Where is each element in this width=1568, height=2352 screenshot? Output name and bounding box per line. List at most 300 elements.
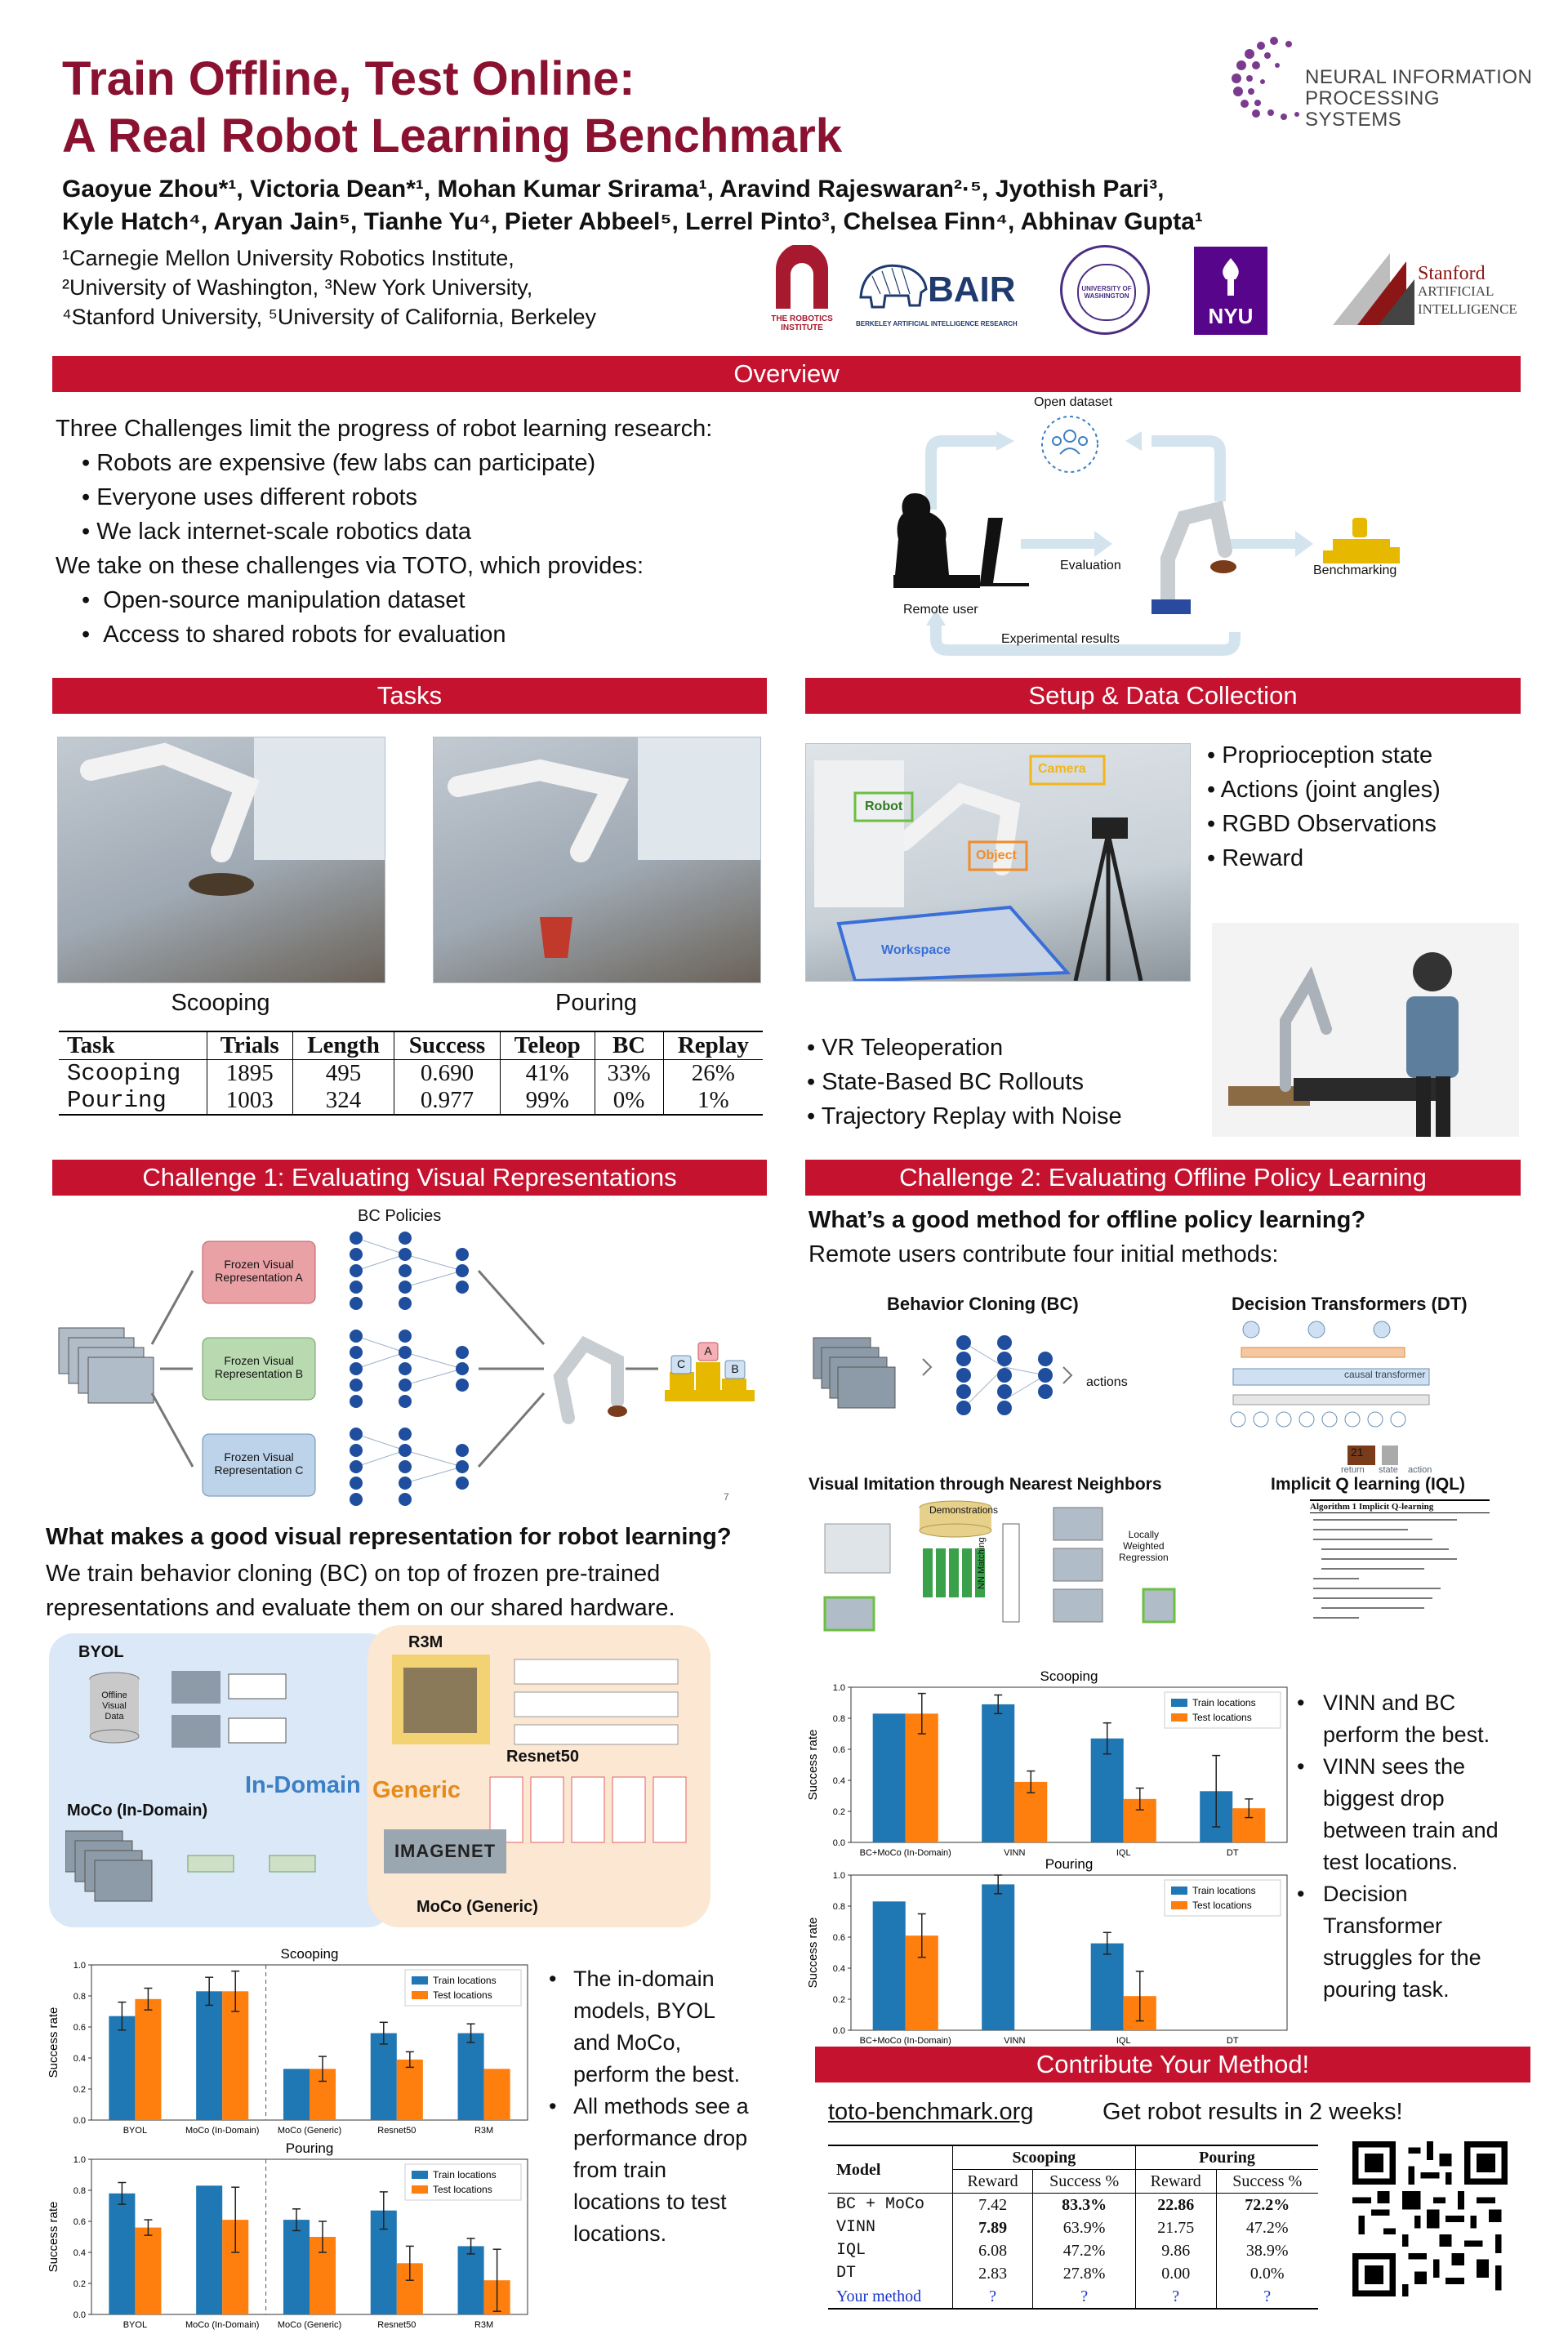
rank-b: B [731,1362,739,1375]
y-tick-label: 0.0 [832,2026,845,2036]
th-reward: Reward [952,2170,1033,2194]
feature-item: • Reward [1207,845,1304,871]
iql-algorithm-lines [1310,1513,1490,1628]
r3m-graphic [392,1655,702,1753]
author-list [62,173,1336,238]
th-teleop: Teleop [500,1031,595,1060]
stanford-line-1: Stanford [1418,263,1486,284]
legend-swatch [412,2171,428,2179]
collection-item: • VR Teleoperation [807,1035,1004,1061]
challenge-item: • Robots are expensive (few labs can participate) [82,450,596,476]
cell: 22.86 [1135,2194,1216,2217]
x-tick-label: VINN [1004,1848,1026,1858]
overview-intro: Three Challenges limit the progress of robot learning research: [56,416,713,442]
tasks-table [59,1031,763,1116]
cell: 72.2% [1245,2196,1290,2214]
bar-train [873,1713,906,1842]
challenge1-banner: Challenge 1: Evaluating Visual Representations [52,1160,767,1196]
neurips-line-1: NEURAL INFORMATION [1305,66,1533,88]
y-axis-label: Success rate [806,1917,820,1989]
th-bc: BC [595,1031,663,1060]
vinn-nn-label: NN Matching [977,1537,987,1589]
th-reward: Reward [1135,2170,1216,2194]
challenge1-bullets [549,1963,769,2250]
setup-features-list [1207,738,1526,875]
legend-label: Train locations [1192,1697,1256,1708]
legend-label: Train locations [433,1975,497,1986]
y-axis-label: Success rate [47,2201,60,2273]
x-tick-label: DT [1226,1848,1239,1858]
challenge2-banner: Challenge 2: Evaluating Offline Policy Learning [805,1160,1521,1196]
bar-train [982,1704,1014,1842]
chart-title: Pouring [1045,1856,1094,1872]
stanford-text [1418,265,1517,318]
desc-line-2: representations and evaluate them on our shared hardware. [46,1595,675,1621]
dt-action-label: action [1408,1465,1432,1475]
rank-a: A [704,1344,712,1357]
torch-icon [1206,256,1255,297]
bar-train [283,2220,310,2314]
cell: Your method [828,2285,952,2309]
cell: 38.9% [1245,2242,1289,2260]
challenge1-description [46,1557,781,1625]
cell: 0.977 [394,1087,501,1115]
th-success: Success % [1232,2172,1303,2190]
x-tick-label: IQL [1116,1848,1131,1858]
cell: DT [828,2262,952,2285]
contribute-banner: Contribute Your Method! [815,2047,1530,2082]
dt-causal-label: causal transformer [1344,1369,1426,1380]
dt-num-label: 21 [1351,1446,1364,1459]
chart-title: Pouring [285,2140,334,2156]
table-row [828,2239,1318,2262]
tasks-table-header [59,1031,763,1060]
legend-label: Test locations [1192,1900,1252,1911]
x-tick-label: MoCo (In-Domain) [185,2126,260,2136]
y-axis-label: Success rate [806,1729,820,1801]
bar-train [196,2185,222,2314]
cell: ? [952,2285,1033,2309]
pouring-photo [433,737,761,983]
iql-algorithm-box [1310,1499,1490,1640]
cell: ? [1033,2285,1136,2309]
bar-test [135,2228,161,2314]
rep-c-box [203,1450,315,1477]
results-table [828,2145,1318,2310]
cell: 99% [500,1087,595,1115]
bear-icon [856,248,929,322]
bair-text: BAIR [928,270,1016,310]
tasks-banner: Tasks [52,678,767,714]
c2-bullet-3: • Decision Transformer struggles for the pouring task. [1297,1882,1481,2002]
diagram-open-dataset: Open dataset [1034,395,1113,409]
vr-teleop-graphic [1212,923,1519,1137]
imagenet-image [384,1829,506,1873]
collection-list [807,1031,1199,1134]
generic-label: Generic [372,1777,461,1803]
th-success: Success % [1033,2170,1136,2194]
y-tick-label: 0.0 [73,2116,86,2126]
affil-line-1: ¹Carnegie Mellon University Robotics Institute, [62,246,514,270]
overview-diagram-graphics [858,395,1527,665]
bar-train [873,1901,906,2030]
bar-test [135,1999,161,2120]
x-tick-label: VINN [1004,2036,1026,2046]
scooping-photo [57,737,385,983]
x-tick-label: MoCo (In-Domain) [185,2320,260,2330]
rep-c-line-1: Frozen Visual [224,1450,294,1463]
y-tick-label: 0.4 [832,1776,845,1786]
cell: 1895 [207,1060,292,1088]
authors-line-2: Kyle Hatch⁴, Aryan Jain⁵, Tianhe Yu⁴, Pieter Abbeel⁵, Lerrel Pinto³, Chelsea Finn⁴, Abhinav Gupta¹ [62,208,1203,235]
y-tick-label: 0.8 [73,2186,86,2196]
table-row [828,2194,1318,2217]
legend-label: Test locations [433,1989,492,2001]
c1-bullet-2: • All methods see a performance drop from train locations to test locations. [549,2094,749,2246]
bar-train [109,2194,135,2314]
challenge2-subquestion: Remote users contribute four initial methods: [808,1241,1279,1267]
vr-teleop-photo [1212,923,1519,1137]
chart-c1-pouring [46,2138,536,2342]
chart-svg [46,1944,536,2148]
vinn-method-graphic [817,1499,1176,1642]
cell: ? [1135,2285,1216,2309]
iql-algorithm-title: Algorithm 1 Implicit Q-learning [1310,1501,1490,1513]
pouring-caption: Pouring [555,990,637,1016]
cell: IQL [828,2239,952,2262]
rep-c-line-2: Representation C [214,1463,304,1477]
bair-logo [856,245,1019,335]
diagram-evaluation: Evaluation [1060,559,1121,572]
table-row [59,1087,763,1115]
diagram-benchmarking: Benchmarking [1313,564,1397,577]
legend-swatch [1171,1886,1187,1895]
y-tick-label: 0.6 [73,2023,86,2033]
method-vinn-title: Visual Imitation through Nearest Neighbors [808,1475,1162,1494]
cell: 2.83 [952,2262,1033,2285]
y-tick-label: 0.2 [73,2085,86,2095]
diagram-experimental-results: Experimental results [1001,632,1120,646]
chart-title: Scooping [1040,1668,1098,1684]
rep-b-line-1: Frozen Visual [224,1354,294,1367]
rep-a-line-2: Representation A [215,1271,303,1284]
x-tick-label: R3M [474,2126,494,2136]
table-row [828,2216,1318,2239]
legend-swatch [1171,1713,1187,1722]
authors-line-1: Gaoyue Zhou*¹, Victoria Dean*¹, Mohan Kumar Srirama¹, Aravind Rajeswaran²·⁵, Jyothish Pari³, [62,176,1165,203]
robotics-institute-logo [768,245,836,335]
legend-swatch [1171,1699,1187,1707]
resnet-graphic [482,1769,710,1859]
vinn-demos-label: Demonstrations [929,1504,999,1516]
title-line-2: A Real Robot Learning Benchmark [62,109,843,163]
bar-train [458,2246,484,2314]
qr-code[interactable] [1352,2141,1508,2296]
chart-c1-scooping [46,1944,536,2148]
cell: 1003 [207,1087,292,1115]
bc-policies-label: BC Policies [358,1207,442,1225]
in-domain-panel [49,1633,392,1927]
c2-bullet-1: • VINN and BC perform the best. [1297,1690,1490,1747]
contribute-tagline: Get robot results in 2 weeks! [1102,2099,1403,2125]
y-tick-label: 0.8 [73,1992,86,2002]
y-tick-label: 1.0 [832,1871,845,1881]
x-tick-label: DT [1226,2036,1239,2046]
label-robot: Robot [865,800,903,813]
cell: Scooping [59,1060,207,1088]
rep-a-line-1: Frozen Visual [224,1258,294,1271]
cell: BC + MoCo [828,2194,952,2217]
bar-test [484,2069,510,2120]
th-pouring: Pouring [1135,2145,1318,2170]
y-tick-label: 0.0 [73,2310,86,2320]
collection-item: • Trajectory Replay with Noise [807,1103,1122,1129]
cell: 495 [292,1060,394,1088]
bar-train [1091,1944,1124,2030]
uw-seal-logo [1060,245,1150,335]
moco-generic-label: MoCo (Generic) [416,1898,538,1916]
in-domain-label: In-Domain [245,1772,361,1798]
x-tick-label: R3M [474,2320,494,2330]
dt-method-graphic [1200,1316,1521,1467]
cell: 6.08 [952,2239,1033,2262]
bar-train [371,2034,397,2120]
challenge-list [56,446,823,549]
bair-subtext: BERKELEY ARTIFICIAL INTELLIGENCE RESEARCH [856,320,1018,327]
rank-c: C [676,1357,686,1370]
bar-train [283,2069,310,2120]
legend-label: Train locations [433,2169,497,2180]
legend-label: Test locations [433,2184,492,2195]
challenge2-question: What’s a good method for offline policy learning? [808,1207,1366,1233]
y-tick-label: 0.2 [73,2279,86,2289]
bar-test [397,2060,423,2120]
x-tick-label: Resnet50 [377,2126,416,2136]
scooping-robot-graphic [58,737,385,982]
method-bc-title: Behavior Cloning (BC) [887,1294,1079,1314]
y-tick-label: 0.8 [832,1902,845,1912]
stanford-line-3: INTELLIGENCE [1418,301,1517,317]
y-axis-label: Success rate [47,2007,60,2078]
challenge2-bullets [1297,1687,1526,2006]
th-replay: Replay [677,1032,749,1058]
cell: 1% [697,1087,729,1113]
bc-policy-graphic [54,1205,768,1516]
legend-label: Test locations [1192,1712,1252,1723]
r3m-label: R3M [408,1633,443,1651]
cell: Pouring [59,1087,207,1115]
cell: 47.2% [1033,2239,1136,2262]
legend-swatch [412,1976,428,1984]
byol-data-label: Offline Visual Data [101,1690,127,1722]
diagram-remote-user: Remote user [903,603,978,617]
x-tick-label: BC+MoCo (In-Domain) [859,2036,951,2046]
cell: 26% [691,1060,735,1086]
neurips-line-2: PROCESSING SYSTEMS [1305,87,1441,131]
x-tick-label: Resnet50 [377,2320,416,2330]
cell: 27.8% [1033,2262,1136,2285]
x-tick-label: MoCo (Generic) [277,2126,342,2136]
x-tick-label: MoCo (Generic) [277,2320,342,2330]
cell: 33% [595,1060,663,1088]
affiliations [62,243,596,332]
title-line-1: Train Offline, Test Online: [62,52,635,105]
y-tick-label: 0.4 [73,2054,86,2064]
provides-list [56,583,823,652]
overview-banner: Overview [52,356,1521,392]
rep-b-box [203,1354,315,1380]
y-tick-label: 1.0 [73,1961,86,1971]
challenge-item: • Everyone uses different robots [82,484,418,510]
x-tick-label: BYOL [122,2126,148,2136]
th-model: Model [828,2145,952,2194]
chart-c2-pouring [805,1854,1295,2058]
label-object: Object [976,849,1017,862]
dt-return-label: return [1341,1465,1365,1475]
bc-actions-label: actions [1086,1375,1128,1389]
cell: 63.9% [1033,2216,1136,2239]
challenge-item: • We lack internet-scale robotics data [82,519,472,545]
cell: ? [1263,2287,1272,2305]
stanford-ai-shape-icon [1333,253,1414,327]
uw-text: UNIVERSITY OF WASHINGTON [1081,285,1132,300]
y-tick-label: 0.6 [832,1933,845,1943]
th-scooping: Scooping [952,2145,1135,2170]
th-length: Length [292,1031,394,1060]
label-camera: Camera [1038,762,1086,776]
stanford-ai-logo [1333,247,1537,335]
cell: 83.3% [1033,2194,1136,2217]
x-tick-label: BC+MoCo (In-Domain) [859,1848,951,1858]
ri-text: THE ROBOTICS INSTITUTE [771,314,833,332]
cell: 9.86 [1135,2239,1216,2262]
y-tick-label: 0.4 [73,2248,86,2258]
table-row-your-method [828,2285,1318,2309]
affil-line-3: ⁴Stanford University, ⁵University of California, Berkeley [62,305,597,329]
table-row [828,2262,1318,2285]
cell: 324 [292,1087,394,1115]
stanford-line-2: ARTIFICIAL [1418,283,1494,299]
cell: 0.690 [394,1060,501,1088]
benchmark-link[interactable]: toto-benchmark.org [828,2099,1034,2125]
x-tick-label: IQL [1116,2036,1131,2046]
cell: 21.75 [1135,2216,1216,2239]
bar-train [982,1884,1014,2030]
y-tick-label: 0.4 [832,1964,845,1974]
neurips-text [1305,67,1535,131]
th-success: Success [394,1031,501,1060]
overview-text [56,412,823,652]
dt-state-label: state [1379,1465,1398,1475]
moco-in-domain-label: MoCo (In-Domain) [67,1802,208,1820]
provides-item: • Access to shared robots for evaluation [82,621,506,648]
chart-svg [805,1854,1295,2058]
cell: 0.00 [1135,2262,1216,2285]
legend-label: Train locations [1192,1885,1256,1896]
poster-title [62,51,842,165]
cell: 0% [595,1087,663,1115]
pouring-robot-graphic [434,737,760,982]
bar-train [458,2034,484,2120]
method-dt-title: Decision Transformers (DT) [1232,1294,1468,1314]
method-iql-title: Implicit Q learning (IQL) [1271,1475,1466,1494]
table-row [59,1060,763,1088]
x-tick-label: BYOL [122,2320,148,2330]
collection-item: • State-Based BC Rollouts [807,1069,1084,1095]
feature-item: • Proprioception state [1207,742,1433,768]
byol-label: BYOL [78,1643,124,1661]
challenge1-question: What makes a good visual representation for robot learning? [46,1524,732,1550]
chart-title: Scooping [280,1946,339,1962]
rep-b-line-2: Representation B [214,1367,304,1380]
setup-photo [805,743,1191,982]
cell: 7.42 [952,2194,1033,2217]
scooping-caption: Scooping [171,990,270,1016]
provides-item: • Open-source manipulation dataset [82,587,466,613]
y-tick-label: 0.6 [73,2217,86,2227]
cell: 7.89 [952,2216,1033,2239]
bc-policy-diagram [54,1205,768,1516]
cell: VINN [828,2216,952,2239]
chart-c2-scooping [805,1666,1295,1870]
y-tick-label: 0.2 [832,1807,845,1817]
qr-code-icon [1352,2141,1508,2296]
nyu-logo [1194,247,1267,335]
ri-arch-icon [768,245,836,310]
affil-line-2: ²University of Washington, ³New York University, [62,275,533,300]
results-group-header [828,2145,1318,2170]
cell: 0.0% [1250,2265,1285,2283]
th-trials: Trials [207,1031,292,1060]
imagenet-label: IMAGENET [394,1841,497,1861]
resnet50-label: Resnet50 [506,1748,579,1766]
chart-svg [805,1666,1295,1870]
bar-train [109,2016,135,2120]
c1-bullet-1: • The in-domain models, BYOL and MoCo, perform the best. [549,1967,741,2087]
cell: 47.2% [1245,2219,1289,2237]
toto-intro: We take on these challenges via TOTO, which provides: [56,553,644,579]
y-tick-label: 0.0 [832,1838,845,1848]
vinn-lwr-label: Locally Weighted Regression [1119,1529,1169,1563]
cell: 41% [500,1060,595,1088]
y-tick-label: 0.8 [832,1714,845,1724]
th-task: Task [59,1031,207,1060]
y-tick-label: 1.0 [73,2155,86,2165]
setup-banner: Setup & Data Collection [805,678,1521,714]
desc-line-1: We train behavior cloning (BC) on top of frozen pre-trained [46,1561,661,1587]
c2-bullet-2: • VINN sees the biggest drop between train and test locations. [1297,1754,1499,1874]
y-tick-label: 0.2 [832,1995,845,2005]
nyu-text: NYU [1208,304,1254,328]
neurips-logo [1225,33,1535,131]
feature-item: • Actions (joint angles) [1207,777,1441,803]
overview-diagram [858,395,1527,665]
legend-swatch [412,2185,428,2194]
y-tick-label: 1.0 [832,1683,845,1693]
feature-item: • RGBD Observations [1207,811,1437,837]
y-tick-label: 0.6 [832,1745,845,1755]
label-workspace: Workspace [881,943,951,957]
diagram-page-number: 7 [724,1491,729,1503]
generic-panel [368,1625,710,1927]
moco-in-graphic [65,1823,376,1921]
legend-swatch [412,1991,428,1999]
rep-a-box [203,1258,315,1284]
chart-svg [46,2138,536,2342]
neurips-dots-icon [1225,33,1315,122]
legend-swatch [1171,1901,1187,1909]
bar-train [196,1991,222,2120]
